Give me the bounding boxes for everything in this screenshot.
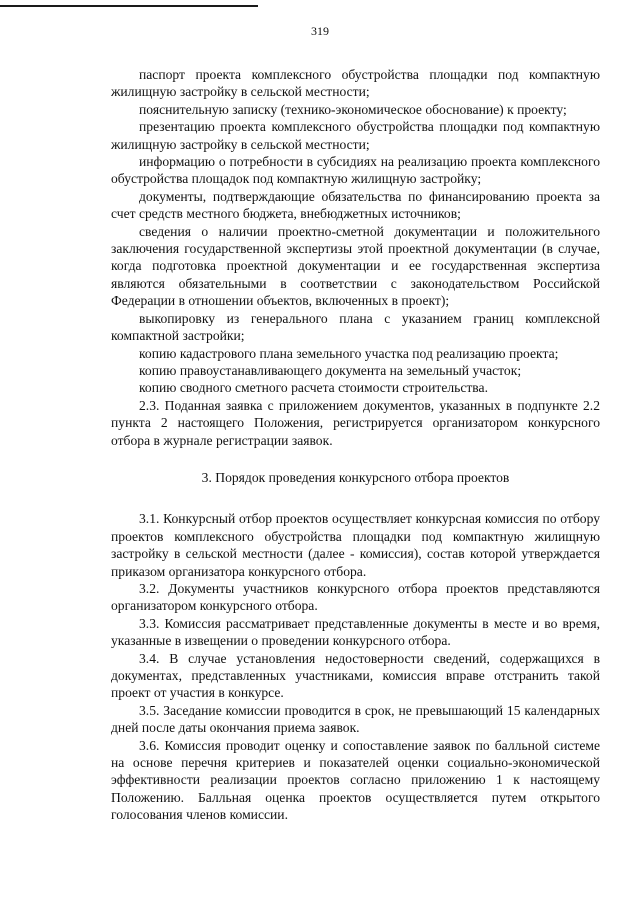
clause-3-1: 3.1. Конкурсный отбор проектов осуществляет конкурсная комиссия по отбору проектов комплексного обустройства площадки под компактную жилищную застройку в сельской местности (далее - комиссия), состав которой утверждается приказом организатора конкурсного отбора. bbox=[111, 511, 600, 579]
clause-3-4: 3.4. В случае установления недостоверности сведений, содержащихся в документах, представленных участниками, комиссия вправе отстранить такой проект от участия в конкурсе. bbox=[111, 650, 600, 701]
document-body bbox=[111, 66, 600, 824]
section-heading: 3. Порядок проведения конкурсного отбора проектов bbox=[201, 469, 510, 485]
list-item: копию кадастрового плана земельного участка под реализацию проекта; bbox=[139, 345, 559, 361]
list-item: паспорт проекта комплексного обустройства площадки под компактную жилищную застройку в сельской местности; bbox=[111, 67, 600, 100]
list-item: документы, подтверждающие обязательства по финансированию проекта за счет средств местного бюджета, внебюджетных источников; bbox=[111, 188, 600, 222]
list-item: выкопировку из генерального плана с указанием границ комплексной компактной застройки; bbox=[111, 310, 600, 344]
list-item: презентацию проекта комплексного обустройства площадки под компактную жилищную застройку в сельской местности; bbox=[111, 119, 600, 152]
list-item: копию сводного сметного расчета стоимости строительства. bbox=[139, 380, 488, 396]
list-item: информацию о потребности в субсидиях на реализацию проекта комплексного обустройства площадок под компактную жилищную застройку; bbox=[111, 154, 600, 187]
clause-3-6: 3.6. Комиссия проводит оценку и сопоставление заявок по балльной системе на основе перечня критериев и показателей оценки социально-экономической эффективности реализации проектов согласно приложению 1 к настоящему Положению. Балльная оценка проектов осуществляется путем открытого голосования членов комиссии. bbox=[111, 737, 600, 823]
clause-3-2: 3.2. Документы участников конкурсного отбора проектов представляются организатором конкурсного отбора. bbox=[111, 580, 600, 614]
list-item: пояснительную записку (технико-экономическое обоснование) к проекту; bbox=[139, 101, 567, 117]
clause-3-5: 3.5. Заседание комиссии проводится в срок, не превышающий 15 календарных дней после даты окончания приема заявок. bbox=[111, 702, 600, 736]
list-item: копию правоустанавливающего документа на земельный участок; bbox=[139, 362, 522, 378]
top-rule bbox=[0, 5, 258, 7]
clause-2-3: 2.3. Поданная заявка с приложением документов, указанных в подпункте 2.2 пункта 2 настоящего Положения, регистрируется организатором конкурсного отбора в журнале регистрации заявок. bbox=[111, 397, 600, 448]
clause-3-3: 3.3. Комиссия рассматривает представленные документы в месте и во время, указанные в извещении о проведении конкурсного отбора. bbox=[111, 615, 600, 649]
list-item: сведения о наличии проектно-сметной документации и положительного заключения государственной экспертизы этой проектной документации (в случае, когда подготовка проектной документации и ее государственная экспертиза являются обязательными в соответствии с законодательством Российской Федерации в отношении объектов, включенных в проект); bbox=[111, 223, 600, 309]
page-number: 319 bbox=[311, 24, 329, 38]
